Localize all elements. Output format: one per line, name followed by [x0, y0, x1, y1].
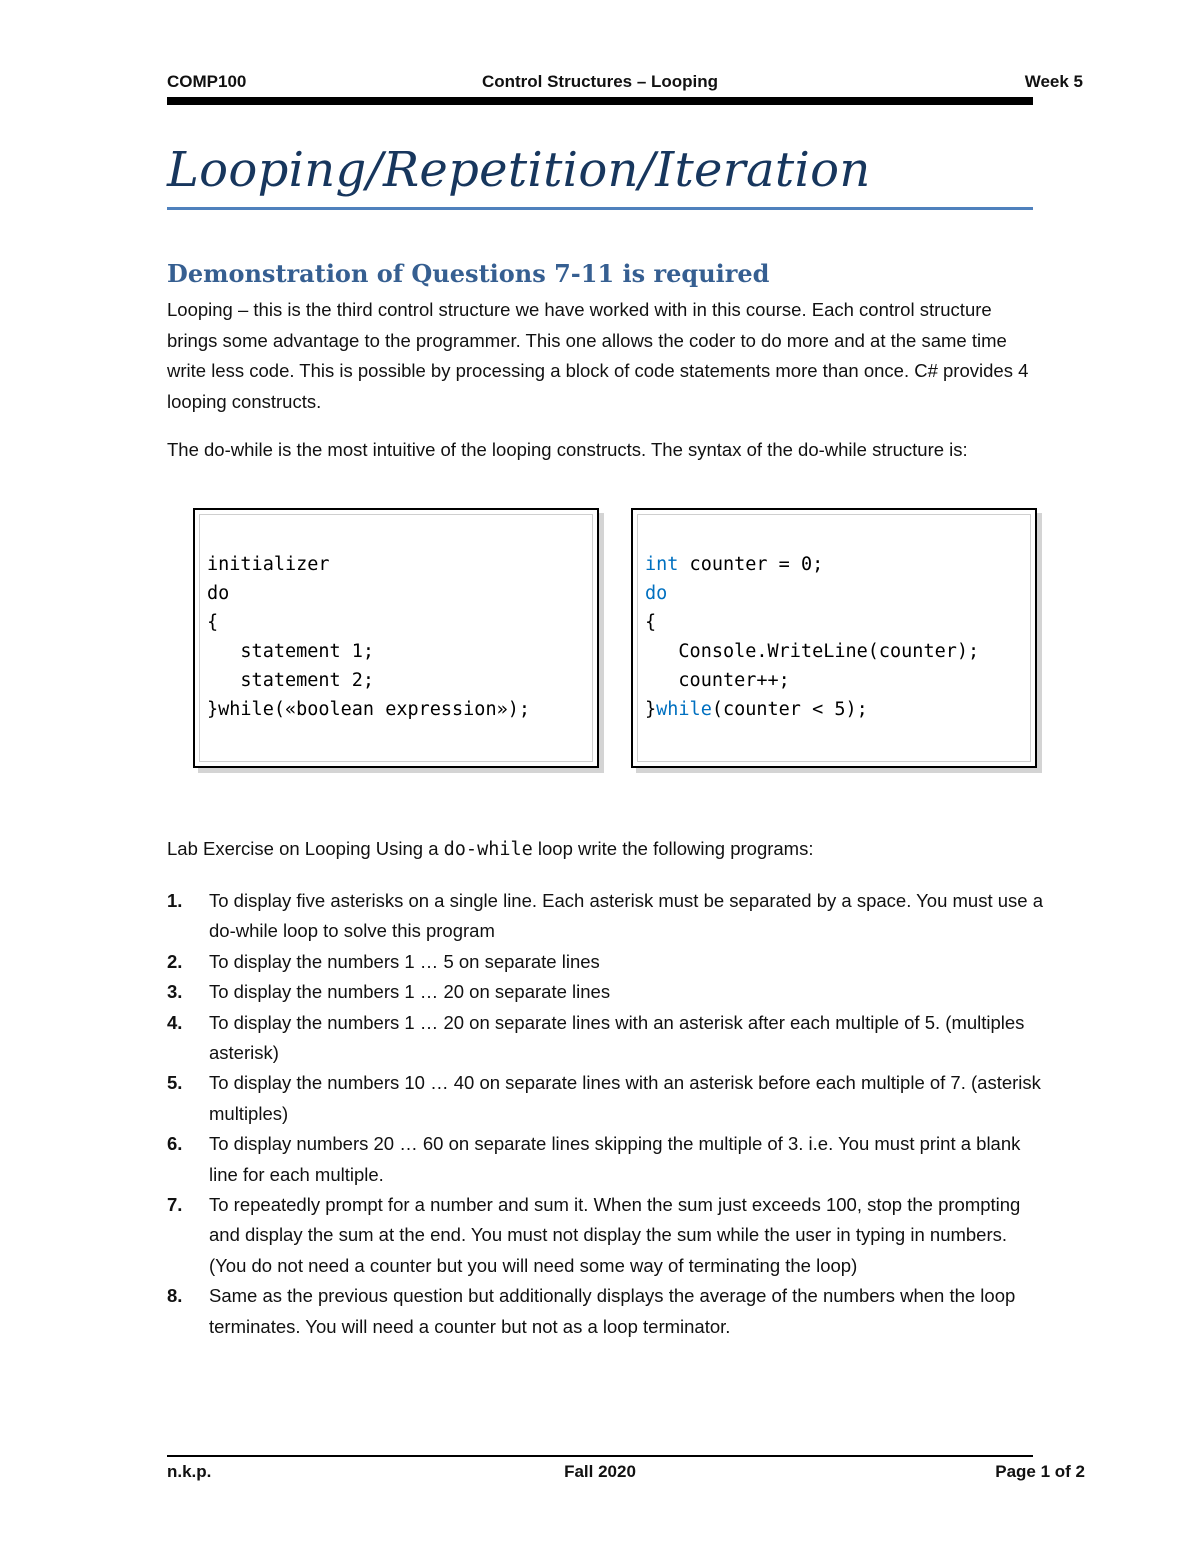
header-topic: Control Structures – Looping — [481, 72, 719, 91]
item-text: To display the numbers 1 … 5 on separate lines — [209, 950, 600, 972]
code-line: { — [207, 612, 219, 633]
list-item — [167, 1068, 1047, 1129]
list-item — [167, 1008, 1047, 1069]
code-line: counter++; — [645, 670, 790, 691]
list-item — [167, 1281, 1047, 1342]
list-item — [167, 1129, 1047, 1190]
example-code-box — [631, 508, 1037, 768]
code-line: { — [645, 612, 657, 633]
lab-intro-before: Lab Exercise on Looping Using a — [167, 838, 444, 859]
list-item — [167, 886, 1047, 947]
code-text: (counter < 5); — [711, 699, 868, 720]
list-item — [167, 947, 1047, 977]
item-text: To display the numbers 1 … 20 on separate lines with an asterisk after each multiple of 5. (multiples asterisk) — [209, 1011, 1025, 1064]
code-line: statement 2; — [207, 670, 375, 691]
code-line: initializer — [207, 554, 330, 575]
footer-term: Fall 2020 — [564, 1462, 636, 1481]
title-underline — [167, 207, 1033, 210]
keyword-do: do — [645, 583, 668, 604]
item-number: 1. — [167, 890, 183, 911]
item-text: To display the numbers 1 … 20 on separate lines — [209, 981, 611, 1003]
item-number: 6. — [167, 1133, 183, 1155]
syntax-code — [207, 550, 530, 724]
footer-author: n.k.p. — [167, 1462, 212, 1481]
code-line: do — [207, 583, 230, 604]
exercise-list — [167, 886, 1047, 1342]
code-line: }while(«boolean expression»); — [207, 699, 531, 720]
footer-page-number: Page 1 of 2 — [995, 1462, 1085, 1481]
footer-rule — [167, 1455, 1033, 1457]
header-rule — [167, 97, 1033, 105]
list-item — [167, 977, 1047, 1007]
header-course: COMP100 — [167, 72, 247, 91]
list-item — [167, 1190, 1047, 1281]
item-number: 2. — [167, 950, 183, 972]
page-title: Looping/Repetition/Iteration — [167, 142, 871, 198]
item-text: To display five asterisks on a single line. Each asterisk must be separated by a space. You must use a do-while loop to solve this program — [209, 890, 1043, 942]
item-text: Same as the previous question but additionally displays the average of the numbers when the loop terminates. You will need a counter but not as a loop terminator. — [209, 1285, 1016, 1337]
keyword-while: while — [656, 699, 712, 720]
item-number: 4. — [167, 1011, 183, 1033]
code-text: counter = 0; — [678, 554, 824, 575]
syntax-code-box — [193, 508, 599, 768]
lab-intro-code: do-while — [443, 839, 533, 860]
lab-intro-after: loop write the following programs: — [532, 838, 814, 859]
item-number: 7. — [167, 1194, 183, 1216]
item-text: To display numbers 20 … 60 on separate lines skipping the multiple of 3. i.e. You must print a blank line for each multiple. — [209, 1133, 1021, 1185]
section-heading: Demonstration of Questions 7-11 is required — [167, 259, 770, 288]
item-number: 5. — [167, 1072, 183, 1094]
intro-paragraph: Looping – this is the third control structure we have worked with in this course. Each control structure brings some advantage to the programmer. This one allows the coder to do more and at the same time write less code. This is possible by processing a block of code statements more than once. C# provides 4 looping constructs. — [167, 299, 1029, 412]
header-week: Week 5 — [1024, 72, 1083, 91]
example-code — [645, 550, 979, 724]
item-text: To repeatedly prompt for a number and sum it. When the sum just exceeds 100, stop the prompting and display the sum at the end. You must not display the sum while the user in typing in numbers. (You do not need a counter but you will need some way of terminating the loop) — [209, 1194, 1021, 1276]
code-line: Console.WriteLine(counter); — [645, 641, 980, 662]
item-text: To display the numbers 10 … 40 on separate lines with an asterisk before each multiple of 7. (asterisk multiples) — [209, 1072, 1041, 1124]
code-line: statement 1; — [207, 641, 375, 662]
item-number: 3. — [167, 981, 183, 1003]
code-text: } — [645, 699, 657, 720]
item-number: 8. — [167, 1285, 183, 1307]
syntax-paragraph: The do-while is the most intuitive of the looping constructs. The syntax of the do-while structure is: — [167, 439, 968, 460]
keyword-int: int — [645, 554, 679, 575]
lab-intro — [167, 838, 813, 860]
